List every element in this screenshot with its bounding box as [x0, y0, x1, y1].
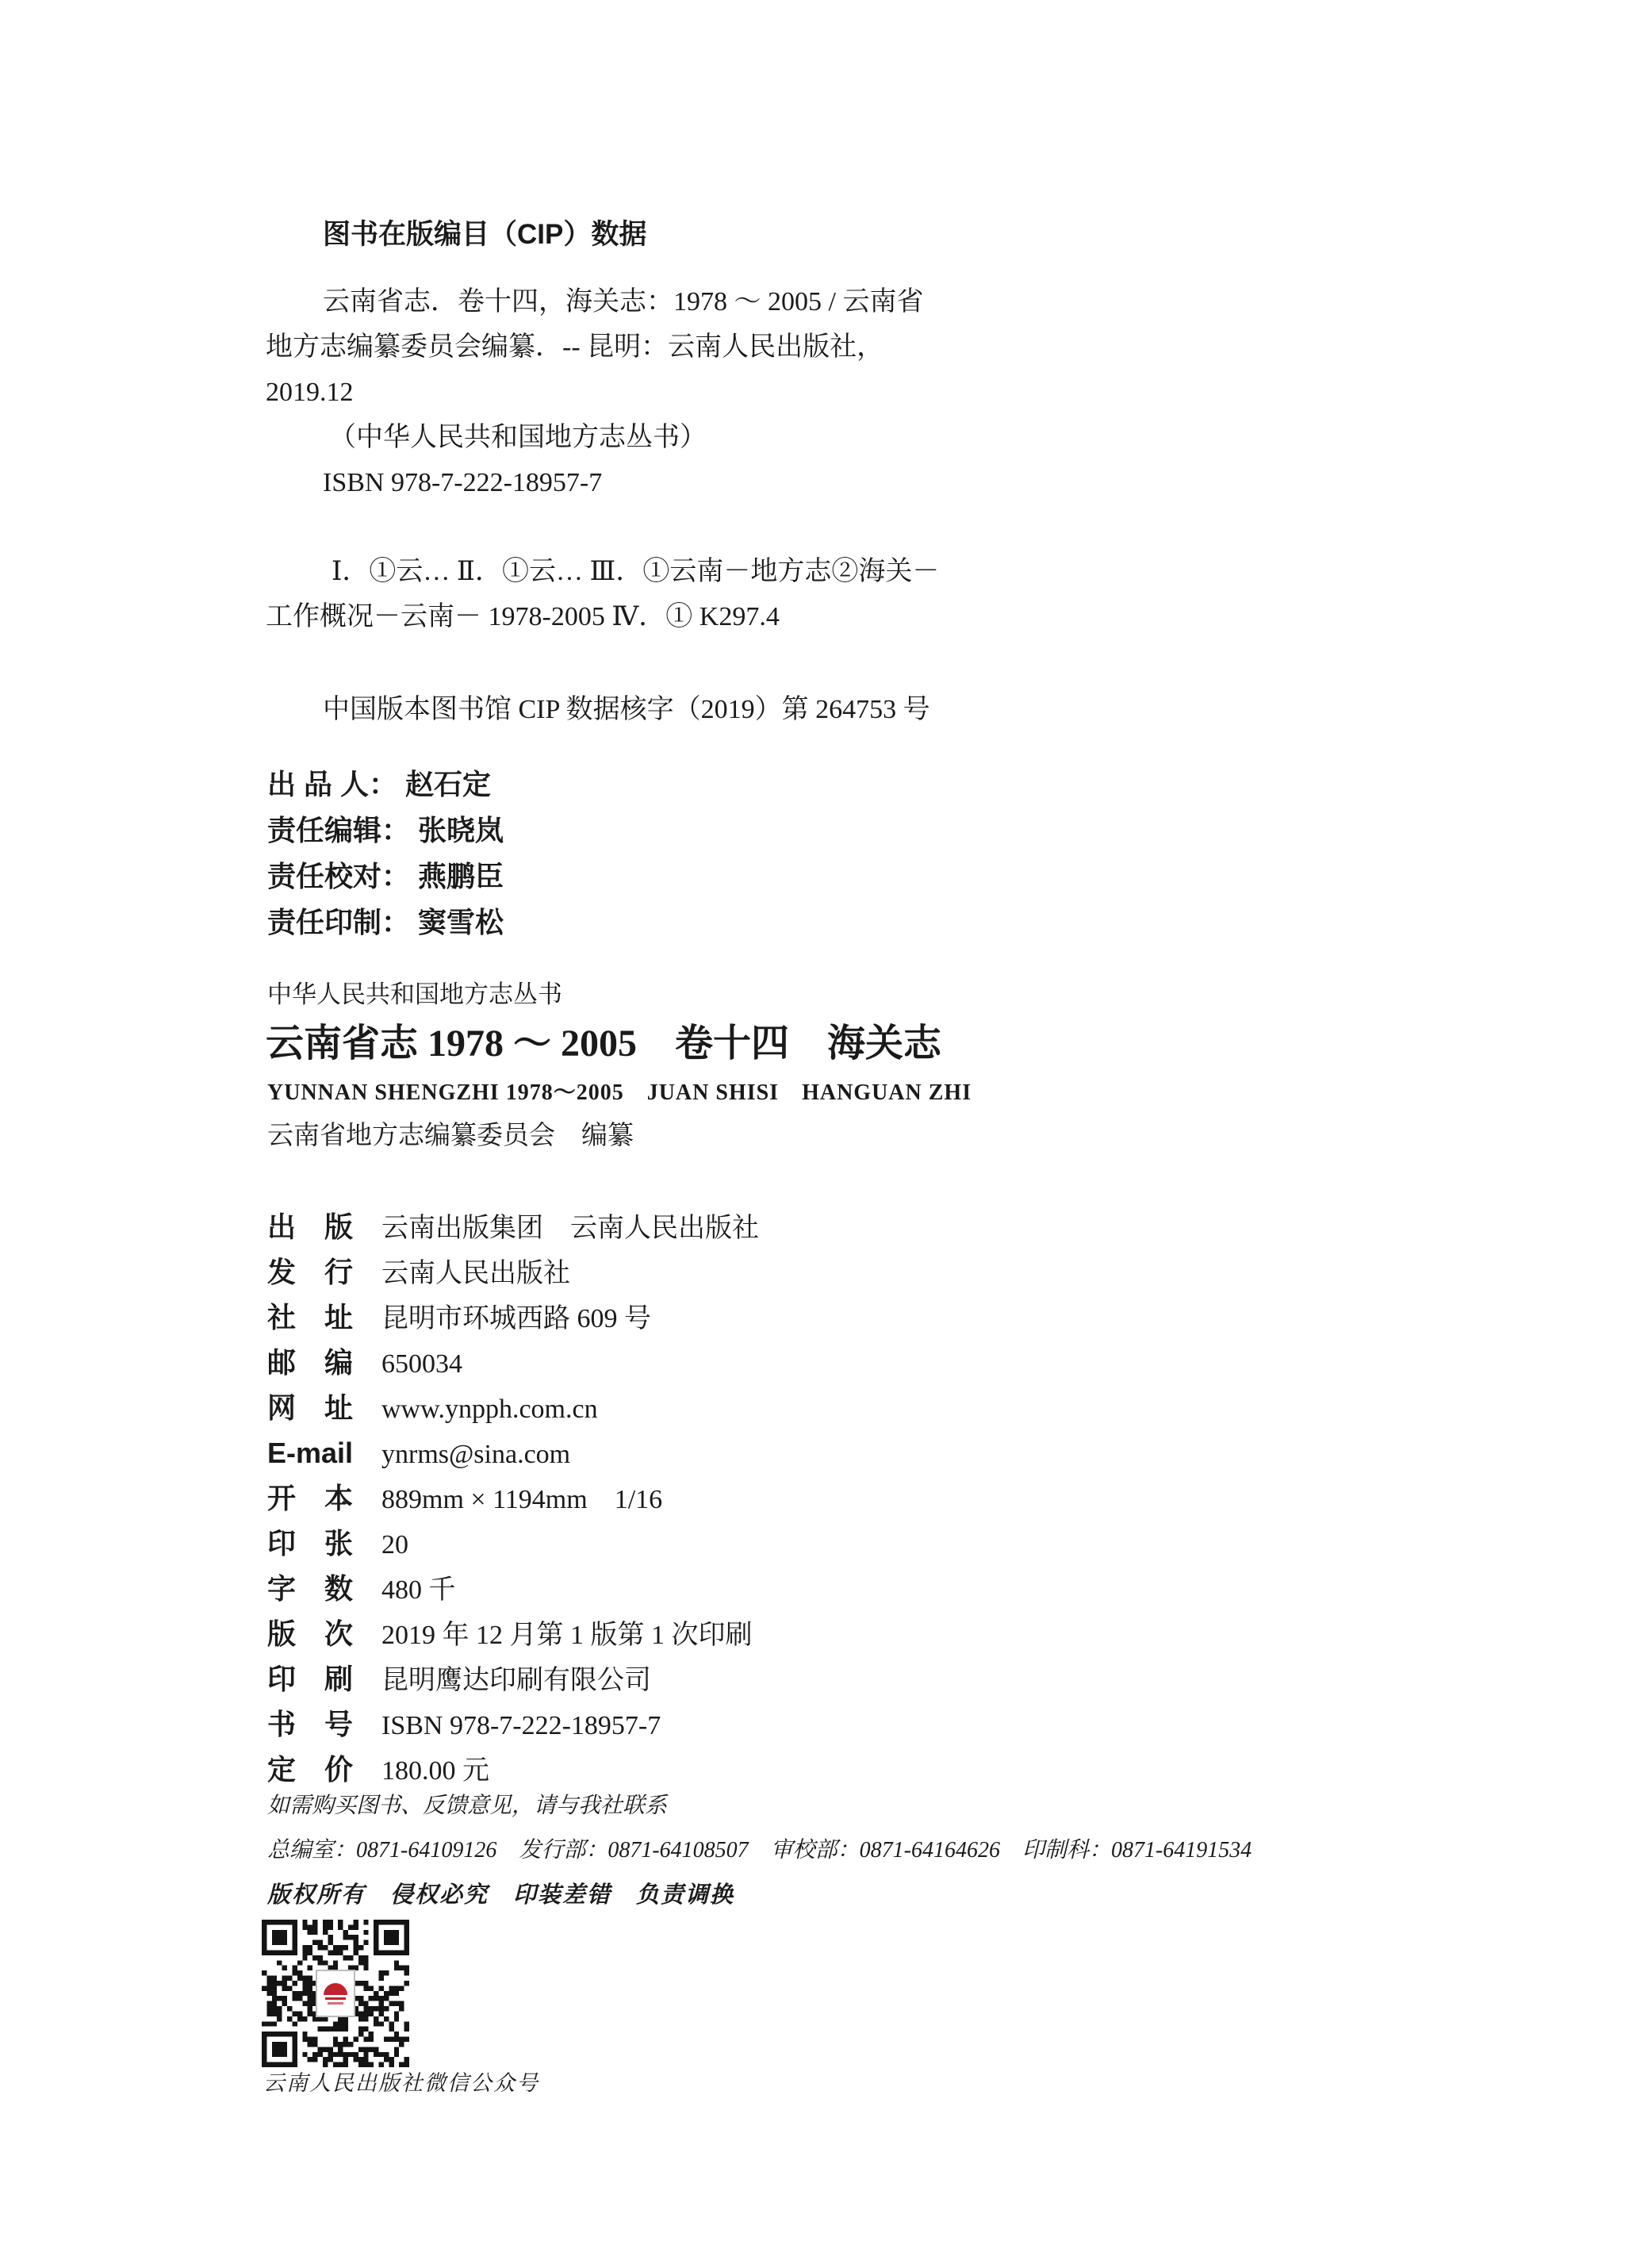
colophon-row: [267, 1747, 759, 1792]
colophon-row: [267, 1249, 759, 1295]
colophon-label: 印 张: [267, 1527, 354, 1560]
cip-class-line: 工作概况－云南－ 1978-2005 Ⅳ．① K297.4: [266, 602, 780, 631]
colophon-row: [267, 1521, 759, 1566]
colophon-row: [267, 1611, 759, 1656]
copyright-notice: 版权所有 侵权必究 印装差错 负责调换: [267, 1882, 735, 1908]
colophon-label: 发 行: [267, 1256, 354, 1288]
staff-label: 责任校对：: [267, 860, 411, 892]
colophon-row: [267, 1204, 759, 1249]
colophon-row: [267, 1702, 759, 1747]
colophon-label: 开 本: [267, 1482, 354, 1514]
contact-phones: 总编室：0871-64109126 发行部：0871-64108507 审校部：0871-64164626 印制科：0871-64191534: [267, 1838, 1252, 1863]
colophon-row: [267, 1430, 759, 1475]
qr-caption: 云南人民出版社微信公众号: [263, 2071, 539, 2095]
staff-list: [267, 762, 504, 946]
colophon-value: 2019 年 12 月第 1 版第 1 次印刷: [381, 1621, 753, 1650]
colophon-value: 650034: [381, 1349, 462, 1379]
publisher-logo-icon: [316, 1970, 355, 2017]
colophon-label: 书 号: [267, 1708, 354, 1740]
series-name: 中华人民共和国地方志丛书: [267, 980, 562, 1008]
colophon-row: [267, 1475, 759, 1521]
colophon-value: 昆明鹰达印刷有限公司: [381, 1666, 651, 1695]
colophon-value: 云南出版集团 云南人民出版社: [381, 1214, 759, 1243]
colophon-label: 邮 编: [267, 1346, 354, 1379]
colophon-value: ISBN 978-7-222-18957-7: [381, 1711, 661, 1740]
colophon-value: 云南人民出版社: [381, 1259, 570, 1288]
staff-name: 窦雪松: [418, 906, 504, 938]
cip-class-line: Ⅰ．①云… Ⅱ．①云… Ⅲ．①云南－地方志②海关－: [332, 557, 940, 586]
compiler-line: 云南省地方志编纂委员会 编纂: [267, 1120, 634, 1149]
colophon-label: 印 刷: [267, 1663, 354, 1695]
cip-description: [266, 279, 1098, 505]
colophon-label: 版 次: [267, 1617, 354, 1650]
colophon-label: E-mail: [267, 1437, 354, 1469]
colophon-label: 网 址: [267, 1391, 354, 1424]
staff-row: [267, 762, 504, 808]
staff-name: 张晓岚: [418, 814, 504, 846]
colophon-row: [267, 1340, 759, 1385]
cip-desc-line: 地方志编纂委员会编纂．-- 昆明：云南人民出版社，: [266, 332, 884, 362]
colophon-value: 180.00 元: [381, 1756, 489, 1786]
book-title-pinyin: YUNNAN SHENGZHI 1978～2005 JUAN SHISI HANGUAN ZHI: [267, 1080, 972, 1105]
cip-isbn: ISBN 978-7-222-18957-7: [323, 468, 603, 497]
qr-code: [262, 1920, 409, 2067]
cip-desc-line: 云南省志．卷十四，海关志：1978 ～ 2005 / 云南省: [323, 287, 924, 317]
colophon-label: 出 版: [267, 1210, 354, 1243]
colophon-row: [267, 1385, 759, 1430]
cip-series-note: （中华人民共和国地方志丛书）: [329, 423, 707, 452]
colophon-label: 定 价: [267, 1753, 354, 1786]
staff-name: 燕鹏臣: [418, 860, 504, 892]
cip-desc-line: 2019.12: [266, 378, 354, 407]
colophon-row: [267, 1295, 759, 1340]
colophon-value: 480 千: [381, 1575, 456, 1605]
cip-record-number: 中国版本图书馆 CIP 数据核字（2019）第 264753 号: [323, 695, 930, 724]
staff-label: 出 品 人：: [267, 768, 398, 800]
colophon-value: ynrms@sina.com: [381, 1440, 571, 1469]
purchase-note: 如需购买图书、反馈意见，请与我社联系: [267, 1794, 668, 1818]
staff-row: [267, 854, 504, 900]
colophon-value: 20: [381, 1530, 408, 1560]
staff-row: [267, 900, 504, 946]
book-title: 云南省志 1978 ～ 2005 卷十四 海关志: [266, 1022, 942, 1065]
staff-label: 责任印制：: [267, 906, 411, 938]
colophon-table: [267, 1204, 759, 1792]
staff-label: 责任编辑：: [267, 814, 411, 846]
colophon-row: [267, 1566, 759, 1611]
colophon-value: 889mm × 1194mm 1/16: [381, 1485, 663, 1514]
colophon-label: 社 址: [267, 1301, 354, 1333]
cip-header: 图书在版编目（CIP）数据: [323, 219, 647, 250]
colophon-row: [267, 1656, 759, 1702]
colophon-value: www.ynpph.com.cn: [381, 1395, 598, 1424]
colophon-label: 字 数: [267, 1572, 354, 1605]
cip-classification: [266, 549, 1098, 639]
staff-row: [267, 808, 504, 854]
staff-name: 赵石定: [405, 768, 492, 800]
colophon-value: 昆明市环城西路 609 号: [381, 1304, 651, 1333]
